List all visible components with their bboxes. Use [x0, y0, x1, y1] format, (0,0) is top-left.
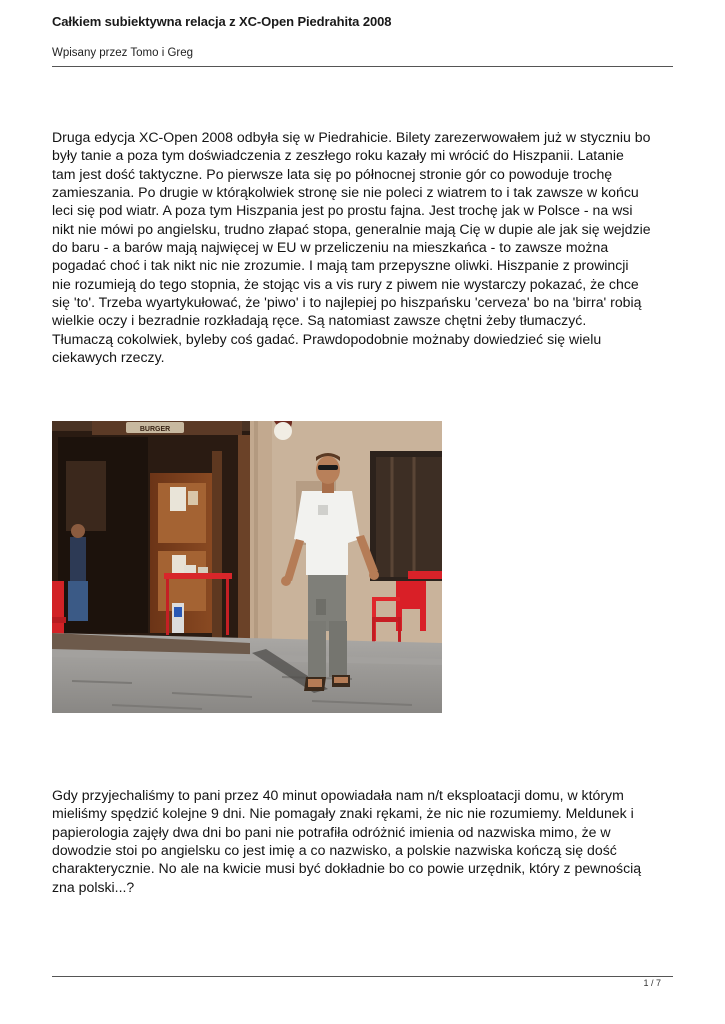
header-divider	[52, 66, 673, 67]
paragraph-line: wielkie oczy i bezradnie rozkładają ręce. Są natomiast zawsze chętni żeby tłumaczyć.	[52, 312, 587, 329]
page-title: Całkiem subiektywna relacja z XC-Open Piedrahita 2008	[52, 14, 392, 29]
paragraph-line: Druga edycja XC-Open 2008 odbyła się w Piedrahicie. Bilety zarezerwowałem już w styczniu bo	[52, 129, 651, 145]
paragraph-line: papierologia zajęły dwa dni bo pani nie potrafiła odróżnić imienia od nazwiska mimo, że w	[52, 823, 611, 840]
paragraph-line: nikt nie mówi po angielsku, trudno złapać stopa, generalnie mają Cię w dupie ale jak się wejdzie	[52, 220, 651, 237]
paragraph-line: były tanie a poza tym doświadczenia z zeszłego roku kazały mi wrócić do Hiszpanii. Latanie	[52, 147, 624, 164]
paragraph-line: do baru - a barów mają najwięcej w EU w przeliczeniu na mieszkańca - to zawsze można	[52, 239, 609, 256]
paragraph-line: leci się pod wiatr. A poza tym Hiszpania jest po prostu fajna. Jest trochę jak w Polsce - na wsi	[52, 202, 633, 219]
paragraph-line: ciekawych rzeczy.	[52, 349, 165, 366]
paragraph-line: charakterycznie. No ale na kwicie musi być dokładnie bo co powie urzędnik, który z pewnością	[52, 860, 642, 877]
author-byline: Wpisany przez Tomo i Greg	[52, 47, 194, 59]
paragraph-line: się 'to'. Trzeba wyartykułować, że 'piwo' i to najlepiej po hiszpańsku 'cerveza' bo na 'birra' robią	[52, 294, 642, 311]
paragraph-line: dowodzie stoi po angielsku co jest imię a co nazwisko, a polskie nazwiska kończą się dość	[52, 842, 617, 859]
paragraph-line: mieliśmy spędzić kolejne 9 dni. Nie pomagały znaki rękami, że nic nie rozumiemy. Meldunek i	[52, 805, 634, 822]
paragraph-line: nie rozumieją do tego stopnia, że stojąc vis a vis rury z piwem nie wystarczy pokazać, że chce	[52, 275, 639, 292]
article-paragraph-1	[52, 128, 678, 366]
article-photo	[52, 421, 442, 713]
paragraph-line: tam jest dość taktyczne. Po pierwsze lata się po północnej stronie gór co powoduje trochę	[52, 165, 613, 182]
paragraph-line: pogadać choć i tak nikt nic nie zrozumie. I mają tam przepyszne oliwki. Hiszpanie z prowincji	[52, 257, 629, 274]
article-paragraph-2	[52, 786, 678, 896]
footer-divider	[52, 976, 673, 977]
page-number: 1 / 7	[643, 978, 661, 988]
bar-sign-text: BURGER	[139, 426, 171, 433]
paragraph-line: Tłumaczą cokolwiek, byleby coś gadać. Prawdopodobnie możnaby dowiedzieć się wielu	[52, 330, 602, 347]
paragraph-line: zamieszania. Po drugie w którąkolwiek stronę sie nie poleci z wiatrem to i tak zawsze w końcu	[52, 184, 639, 201]
paragraph-line: Gdy przyjechaliśmy to pani przez 40 minut opowiadała nam n/t eksploatacji domu, w którym	[52, 787, 624, 803]
paragraph-line: zna polski...?	[52, 878, 135, 895]
